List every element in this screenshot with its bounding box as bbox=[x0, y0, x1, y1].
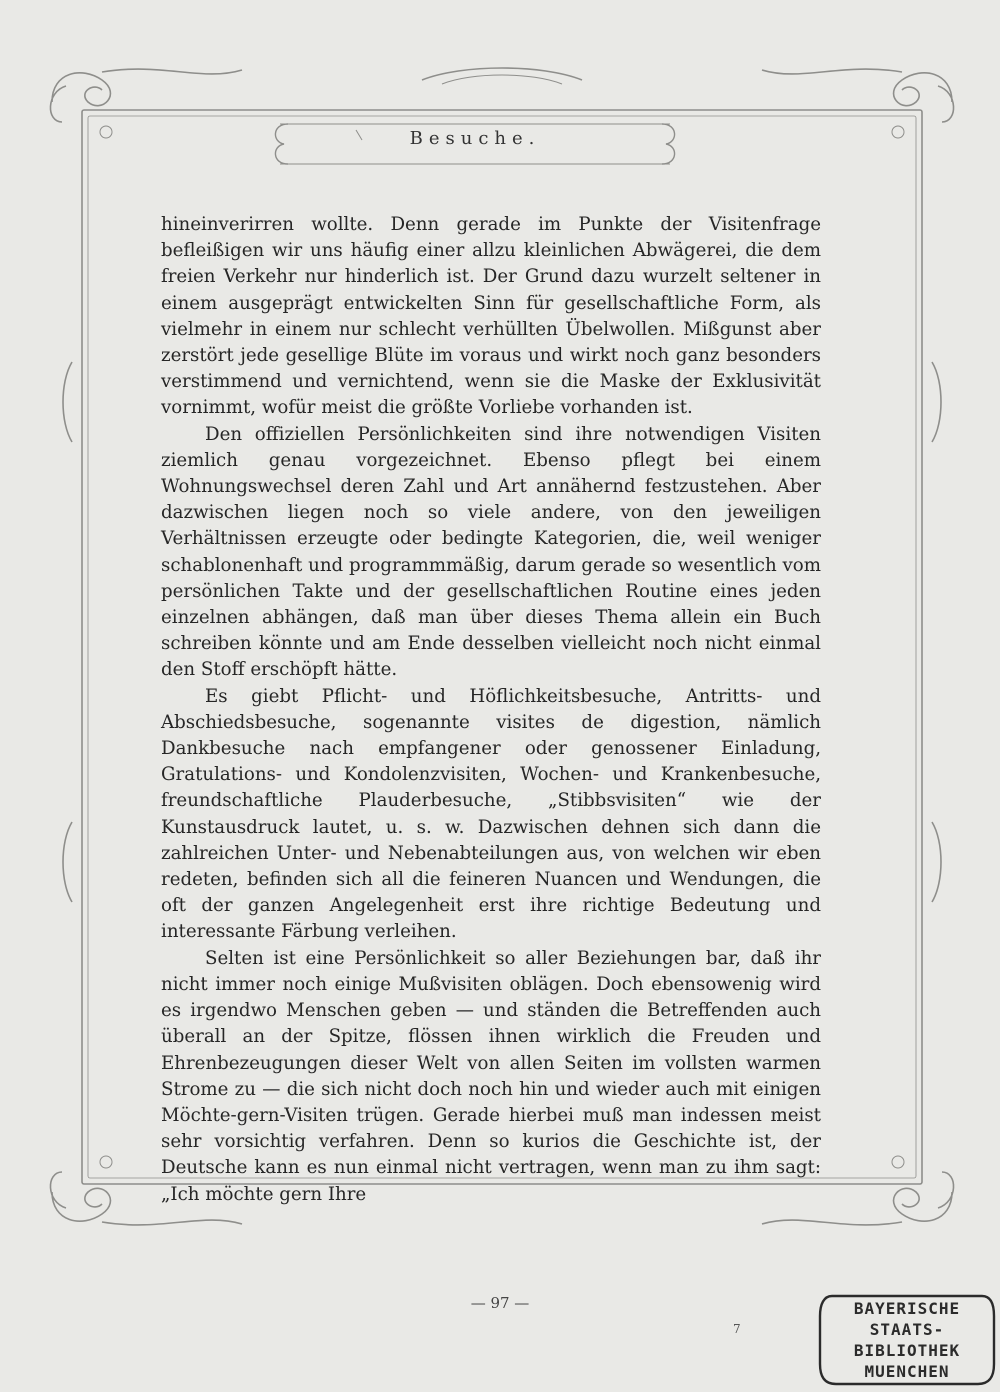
stamp-text: BAYERISCHE STAATS- BIBLIOTHEK MUENCHEN bbox=[853, 1299, 961, 1381]
page-number: — 97 — bbox=[470, 1294, 530, 1312]
body-text bbox=[161, 212, 821, 1208]
paragraph: Den offiziellen Persönlichkeiten sind ihre notwendigen Visiten ziemlich genau vorgezeichnet. Ebenso pflegt bei einem Wohnungswechsel deren Zahl und Art annähernd festzustehen. Aber dazwischen liegen noch so viele andere, von den jeweiligen Verhältnissen erzeugte oder bedingte Kategorien, die, weil weniger schablonenhaft und programmmäßig, darum gerade so wesentlich vom persönlichen Takte und der gesellschaftlichen Routine eines jeden einzelnen abhängen, daß man über dieses Thema allein ein Buch schreiben könnte und am Ende desselben vielleicht noch nicht einmal den Stoff erschöpft hätte. bbox=[161, 423, 821, 681]
paragraph: hineinverirren wollte. Denn gerade im Punkte der Visitenfrage befleißigen wir uns häufig einer allzu kleinlichen Abwägerei, die dem freien Verkehr nur hinderlich ist. Der Grund dazu wurzelt seltener in einem ausgeprägt entwickelten Sinn für gesellschaftliche Form, als vielmehr in einem nur schlecht verhüllten Übelwollen. Mißgunst aber zerstört jede gesellige Blüte im voraus und wirkt noch ganz besonders verstimmend und vernichtend, wenn sie die Maske der Exklusivität vornimmt, wofür meist die größte Vorliebe vorhanden ist. bbox=[161, 214, 821, 419]
paragraph: Selten ist eine Persönlichkeit so aller Beziehungen bar, daß ihr nicht immer noch einige Mußvisiten oblägen. Doch ebensowenig wird es irgendwo Menschen geben — und ständen die Betreffenden auch überall an der Spitze, flössen ihnen wirklich die Freuden und Ehrenbezeugungen dieser Welt von allen Seiten im vollsten warmen Strome zu — die sich nicht doch noch hin und wieder auch mit einigen Möchte-gern-Visiten trügen. Gerade hierbei muß man indessen meist sehr vorsichtig verfahren. Denn so kurios die Geschichte ist, der Deutsche kann es nun einmal nicht vertragen, wenn man zu ihm sagt: „Ich möchte gern Ihre bbox=[161, 947, 821, 1205]
signature-mark: 7 bbox=[733, 1322, 741, 1336]
paragraph: Es giebt Pflicht- und Höflichkeitsbesuche, Antritts- und Abschiedsbesuche, sogenannte visites de digestion, nämlich Dankbesuche nach empfangener oder genossener Einladung, Gratulations- und Kondolenzvisiten, Wochen- und Krankenbesuche, freundschaftliche Plauderbesuche, „Stibbsvisiten“ wie der Kunstausdruck lautet, u. s. w. Dazwischen dehnen sich dann die zahlreichen Unter- und Nebenabteilungen aus, von welchen wir eben redeten, befinden sich all die feineren Nuancen und Wendungen, die oft der ganzen Angelegenheit erst ihre richtige Bedeutung und interessante Färbung verleihen. bbox=[161, 685, 821, 943]
page-header-title: Besuche. bbox=[409, 128, 541, 149]
library-stamp bbox=[818, 1292, 996, 1388]
